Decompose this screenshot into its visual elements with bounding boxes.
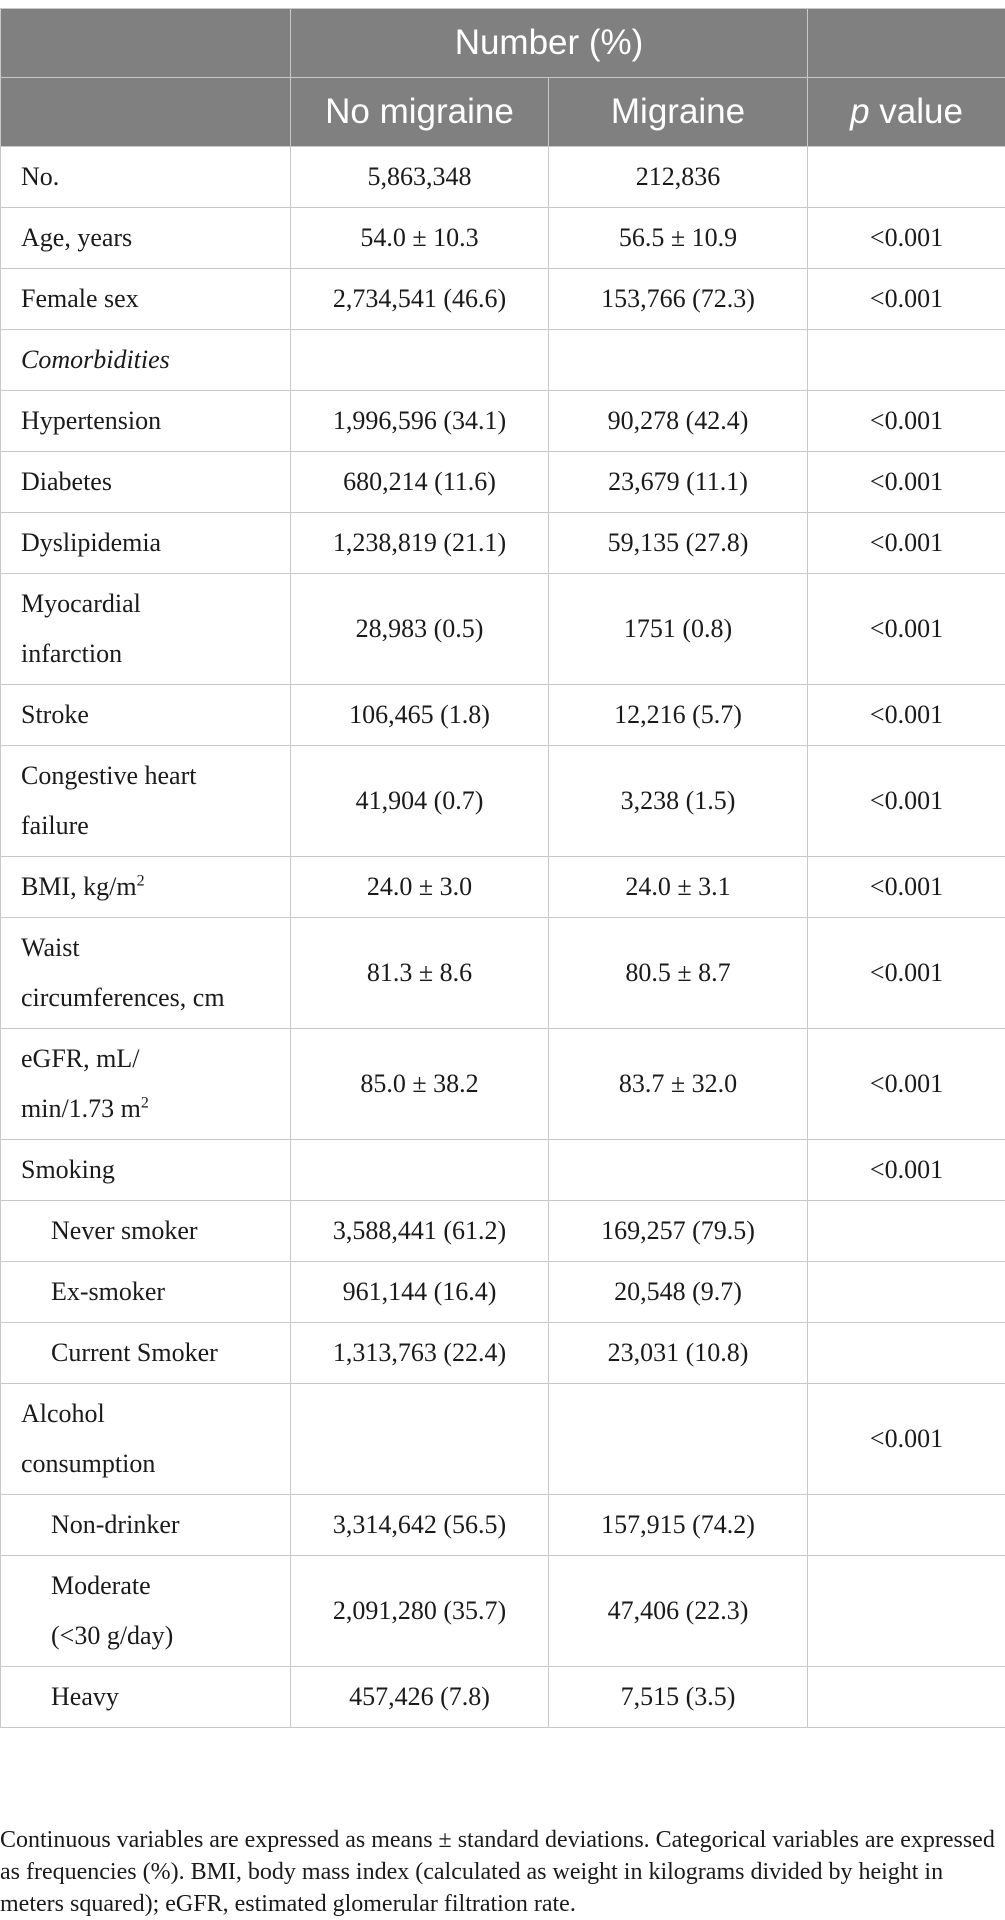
row-label: Alcohol consumption [1,1384,291,1495]
cell-p-value: <0.001 [808,269,1005,330]
table-row [1,1384,1005,1495]
cell-no-migraine: 106,465 (1.8) [291,685,549,746]
cell-migraine: 153,766 (72.3) [549,269,808,330]
header-empty-cell [1,9,291,78]
table-row [1,147,1005,208]
cell-p-value: <0.001 [808,208,1005,269]
table-row [1,574,1005,685]
table-row [1,857,1005,918]
row-label: Diabetes [1,452,291,513]
cell-migraine: 7,515 (3.5) [549,1667,808,1728]
row-label: Hypertension [1,391,291,452]
section-row-comorbidities [1,330,1005,391]
header-empty-cell [808,9,1005,78]
cell-p-value: <0.001 [808,1384,1005,1495]
cell-no-migraine: 41,904 (0.7) [291,746,549,857]
cell-p-value: <0.001 [808,513,1005,574]
cell-p-value: <0.001 [808,1140,1005,1201]
table-row [1,685,1005,746]
cell-migraine: 20,548 (9.7) [549,1262,808,1323]
cell-no-migraine: 85.0 ± 38.2 [291,1029,549,1140]
row-label: Waist circumferences, cm [1,918,291,1029]
cell-p-value: <0.001 [808,746,1005,857]
row-label: Heavy [1,1667,291,1728]
cell-p-value: <0.001 [808,685,1005,746]
cell-no-migraine: 961,144 (16.4) [291,1262,549,1323]
table-footnote: Continuous variables are expressed as means ± standard deviations. Categorical variables are expressed as frequencies (%). BMI, body mass index (calculated as weight in kilograms divided by height in meters squared); eGFR, estimated glomerular filtration rate. [0,1824,1000,1920]
cell-no-migraine: 28,983 (0.5) [291,574,549,685]
cell-no-migraine: 1,996,596 (34.1) [291,391,549,452]
row-label: BMI, $kg/m^2$ [1,857,291,918]
row-label: Smoking [1,1140,291,1201]
table-row [1,1667,1005,1728]
cell-no-migraine: 54.0 ± 10.3 [291,208,549,269]
table-row [1,746,1005,857]
header-row-2 [1,78,1005,147]
cell-migraine: 1751 (0.8) [549,574,808,685]
cell-p-value: <0.001 [808,918,1005,1029]
cell-migraine: 80.5 ± 8.7 [549,918,808,1029]
row-label: No. [1,147,291,208]
table-row [1,1140,1005,1201]
cell-no-migraine [291,330,549,391]
table-row [1,269,1005,330]
table-row [1,208,1005,269]
cell-p-value [808,147,1005,208]
cell-no-migraine: 3,314,642 (56.5) [291,1495,549,1556]
header-empty-cell [1,78,291,147]
header-group-number: Number (%) [291,9,808,78]
row-label: Myocardial infarction [1,574,291,685]
cell-p-value [808,1323,1005,1384]
cell-p-value: <0.001 [808,1029,1005,1140]
table-row [1,1029,1005,1140]
cell-migraine: 12,216 (5.7) [549,685,808,746]
cell-p-value: <0.001 [808,857,1005,918]
table-row [1,1495,1005,1556]
table-row [1,1201,1005,1262]
table-row [1,452,1005,513]
header-no-migraine: No migraine [291,78,549,147]
cell-p-value: <0.001 [808,574,1005,685]
cell-p-value [808,1201,1005,1262]
cell-migraine: 24.0 ± 3.1 [549,857,808,918]
cell-migraine: 23,679 (11.1) [549,452,808,513]
row-label: Dyslipidemia [1,513,291,574]
cell-no-migraine: 1,238,819 (21.1) [291,513,549,574]
cell-migraine: 90,278 (42.4) [549,391,808,452]
cell-p-value [808,1495,1005,1556]
table-row [1,391,1005,452]
cell-p-value [808,1556,1005,1667]
table-row [1,918,1005,1029]
cell-migraine [549,330,808,391]
cell-migraine: 56.5 ± 10.9 [549,208,808,269]
row-label: Non-drinker [1,1495,291,1556]
table-row [1,513,1005,574]
cell-no-migraine: 1,313,763 (22.4) [291,1323,549,1384]
cell-migraine [549,1384,808,1495]
data-table-container [0,8,1005,1728]
cell-migraine [549,1140,808,1201]
cell-p-value [808,330,1005,391]
header-row-1 [1,9,1005,78]
cell-no-migraine: 24.0 ± 3.0 [291,857,549,918]
cell-no-migraine: 2,091,280 (35.7) [291,1556,549,1667]
cell-migraine: 157,915 (74.2) [549,1495,808,1556]
cell-no-migraine: 5,863,348 [291,147,549,208]
cell-migraine: 47,406 (22.3) [549,1556,808,1667]
section-label: Comorbidities [1,330,291,391]
row-label: Female sex [1,269,291,330]
cell-p-value [808,1667,1005,1728]
cell-p-value [808,1262,1005,1323]
cell-migraine: 212,836 [549,147,808,208]
row-label: Ex-smoker [1,1262,291,1323]
cell-no-migraine [291,1384,549,1495]
row-label: Congestive heart failure [1,746,291,857]
table-row [1,1556,1005,1667]
row-label: eGFR, mL/ min/1.73 $m^2$ [1,1029,291,1140]
row-label: Never smoker [1,1201,291,1262]
header-migraine: Migraine [549,78,808,147]
characteristics-table [0,8,1005,1728]
cell-migraine: 3,238 (1.5) [549,746,808,857]
row-label: Age, years [1,208,291,269]
cell-migraine: 169,257 (79.5) [549,1201,808,1262]
cell-no-migraine: 680,214 (11.6) [291,452,549,513]
row-label: Current Smoker [1,1323,291,1384]
cell-no-migraine: 81.3 ± 8.6 [291,918,549,1029]
cell-no-migraine [291,1140,549,1201]
cell-no-migraine: 2,734,541 (46.6) [291,269,549,330]
cell-migraine: 59,135 (27.8) [549,513,808,574]
cell-p-value: <0.001 [808,452,1005,513]
cell-no-migraine: 457,426 (7.8) [291,1667,549,1728]
cell-no-migraine: 3,588,441 (61.2) [291,1201,549,1262]
cell-migraine: 23,031 (10.8) [549,1323,808,1384]
header-p-value: p value [808,78,1005,147]
table-row [1,1323,1005,1384]
table-row [1,1262,1005,1323]
row-label: Moderate (<30 g/day) [1,1556,291,1667]
row-label: Stroke [1,685,291,746]
cell-p-value: <0.001 [808,391,1005,452]
cell-migraine: 83.7 ± 32.0 [549,1029,808,1140]
